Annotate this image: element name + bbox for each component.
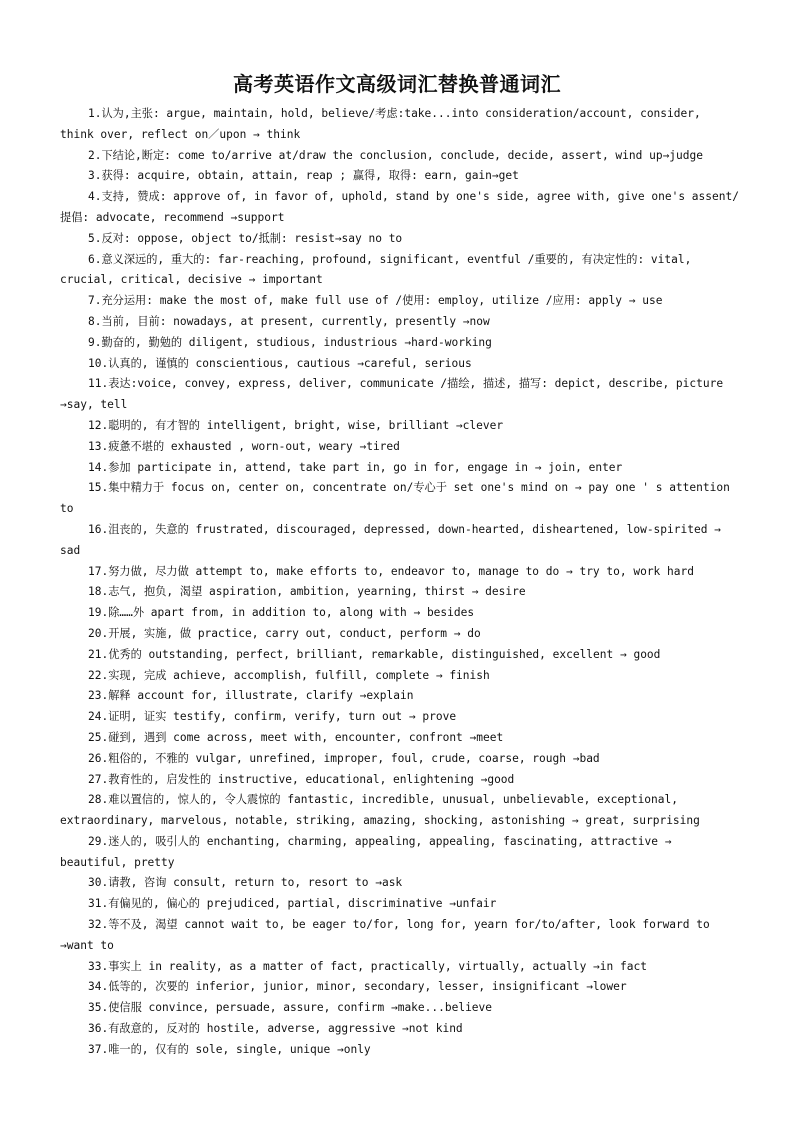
vocabulary-entry: 16.沮丧的, 失意的 frustrated, discouraged, depressed, down-hearted, disheartened, low-spirited → sad bbox=[60, 522, 721, 557]
page-title: 高考英语作文高级词汇替换普通词汇 bbox=[233, 72, 561, 96]
vocabulary-entry: 21.优秀的 outstanding, perfect, brilliant, remarkable, distinguished, excellent → good bbox=[88, 647, 661, 661]
vocabulary-entry: 31.有偏见的, 偏心的 prejudiced, partial, discriminative →unfair bbox=[88, 897, 497, 911]
vocabulary-entry: 35.使信服 convince, persuade, assure, confirm →make...believe bbox=[88, 1001, 493, 1015]
vocabulary-entry: 11.表达:voice, convey, express, deliver, communicate /描绘, 描述, 描写: depict, describe, picture →say, tell bbox=[60, 377, 724, 412]
vocabulary-entry: 24.证明, 证实 testify, confirm, verify, turn out → prove bbox=[88, 710, 457, 724]
vocabulary-entry: 34.低等的, 次要的 inferior, junior, minor, secondary, lesser, insignificant →lower bbox=[88, 980, 627, 994]
vocabulary-entry: 32.等不及, 渴望 cannot wait to, be eager to/for, long for, yearn for/to/after, look forward to →want to bbox=[60, 918, 710, 952]
vocabulary-entry: 7.充分运用: make the most of, make full use of /使用: employ, utilize /应用: apply → use bbox=[88, 294, 663, 308]
vocabulary-entry: 28.难以置信的, 惊人的, 令人震惊的 fantastic, incredible, unusual, unbelievable, exceptional, extraordinary, marvelous, notable, striking, amazing, shocking, astonishing → great, surprising bbox=[60, 793, 700, 828]
vocabulary-entry: 17.努力做, 尽力做 attempt to, make efforts to, endeavor to, manage to do → try to, work hard bbox=[88, 564, 694, 578]
vocabulary-entry: 25.碰到, 遇到 come across, meet with, encounter, confront →meet bbox=[88, 730, 504, 744]
vocabulary-entry: 23.解释 account for, illustrate, clarify →explain bbox=[88, 689, 414, 703]
vocabulary-entry: 22.实现, 完成 achieve, accomplish, fulfill, complete → finish bbox=[88, 668, 490, 682]
vocabulary-entry: 37.唯一的, 仅有的 sole, single, unique →only bbox=[88, 1042, 371, 1056]
vocabulary-entry: 15.集中精力于 focus on, center on, concentrate on/专心于 set one's mind on → pay one ' s attention to bbox=[60, 481, 730, 516]
vocabulary-entry: 19.除……外 apart from, in addition to, along with → besides bbox=[88, 606, 475, 620]
vocabulary-entry: 2.下结论,断定: come to/arrive at/draw the conclusion, conclude, decide, assert, wind up→judge bbox=[88, 148, 703, 162]
vocabulary-entry: 20.开展, 实施, 做 practice, carry out, conduct, perform → do bbox=[88, 626, 481, 640]
vocabulary-entry: 9.勤奋的, 勤勉的 diligent, studious, industrious →hard-working bbox=[88, 335, 492, 349]
vocabulary-entry: 1.认为,主张: argue, maintain, hold, believe/考虑:take...into consideration/account, consider, think over, reflect on／upon → think bbox=[60, 107, 701, 141]
vocabulary-entry: 18.志气, 抱负, 渴望 aspiration, ambition, yearning, thirst → desire bbox=[88, 585, 526, 599]
vocabulary-entry: 27.教育性的, 启发性的 instructive, educational, enlightening →good bbox=[88, 772, 515, 786]
vocabulary-entry: 8.当前, 目前: nowadays, at present, currently, presently →now bbox=[88, 314, 490, 328]
vocabulary-entry: 6.意义深远的, 重大的: far-reaching, profound, significant, eventful /重要的, 有决定性的: vital, crucial, critical, decisive → important bbox=[60, 252, 692, 287]
vocabulary-entry: 33.事实上 in reality, as a matter of fact, practically, virtually, actually →in fact bbox=[88, 959, 647, 973]
vocabulary-entry: 5.反对: oppose, object to/抵制: resist→say no to bbox=[88, 231, 403, 245]
vocabulary-entry: 3.获得: acquire, obtain, attain, reap ; 赢得, 取得: earn, gain→get bbox=[88, 169, 519, 183]
vocabulary-entry: 12.聪明的, 有才智的 intelligent, bright, wise, brilliant →clever bbox=[88, 418, 504, 432]
vocabulary-list bbox=[60, 104, 740, 1061]
vocabulary-entry: 29.迷人的, 吸引人的 enchanting, charming, appealing, appealing, fascinating, attractive → beautiful, pretty bbox=[60, 834, 672, 869]
vocabulary-entry: 10.认真的, 谨慎的 conscientious, cautious →careful, serious bbox=[88, 356, 472, 370]
vocabulary-entry: 13.疲惫不堪的 exhausted , worn-out, weary →tired bbox=[88, 439, 400, 453]
vocabulary-entry: 26.粗俗的, 不雅的 vulgar, unrefined, improper, foul, crude, coarse, rough →bad bbox=[88, 751, 600, 765]
vocabulary-entry: 36.有敌意的, 反对的 hostile, adverse, aggressive →not kind bbox=[88, 1022, 463, 1036]
vocabulary-entry: 30.请教, 咨询 consult, return to, resort to →ask bbox=[88, 876, 403, 890]
vocabulary-entry: 4.支持, 赞成: approve of, in favor of, uphold, stand by one's side, agree with, give one's assent/提倡: advocate, recommend →support bbox=[60, 190, 739, 224]
vocabulary-entry: 14.参加 participate in, attend, take part in, go in for, engage in → join, enter bbox=[88, 460, 623, 474]
